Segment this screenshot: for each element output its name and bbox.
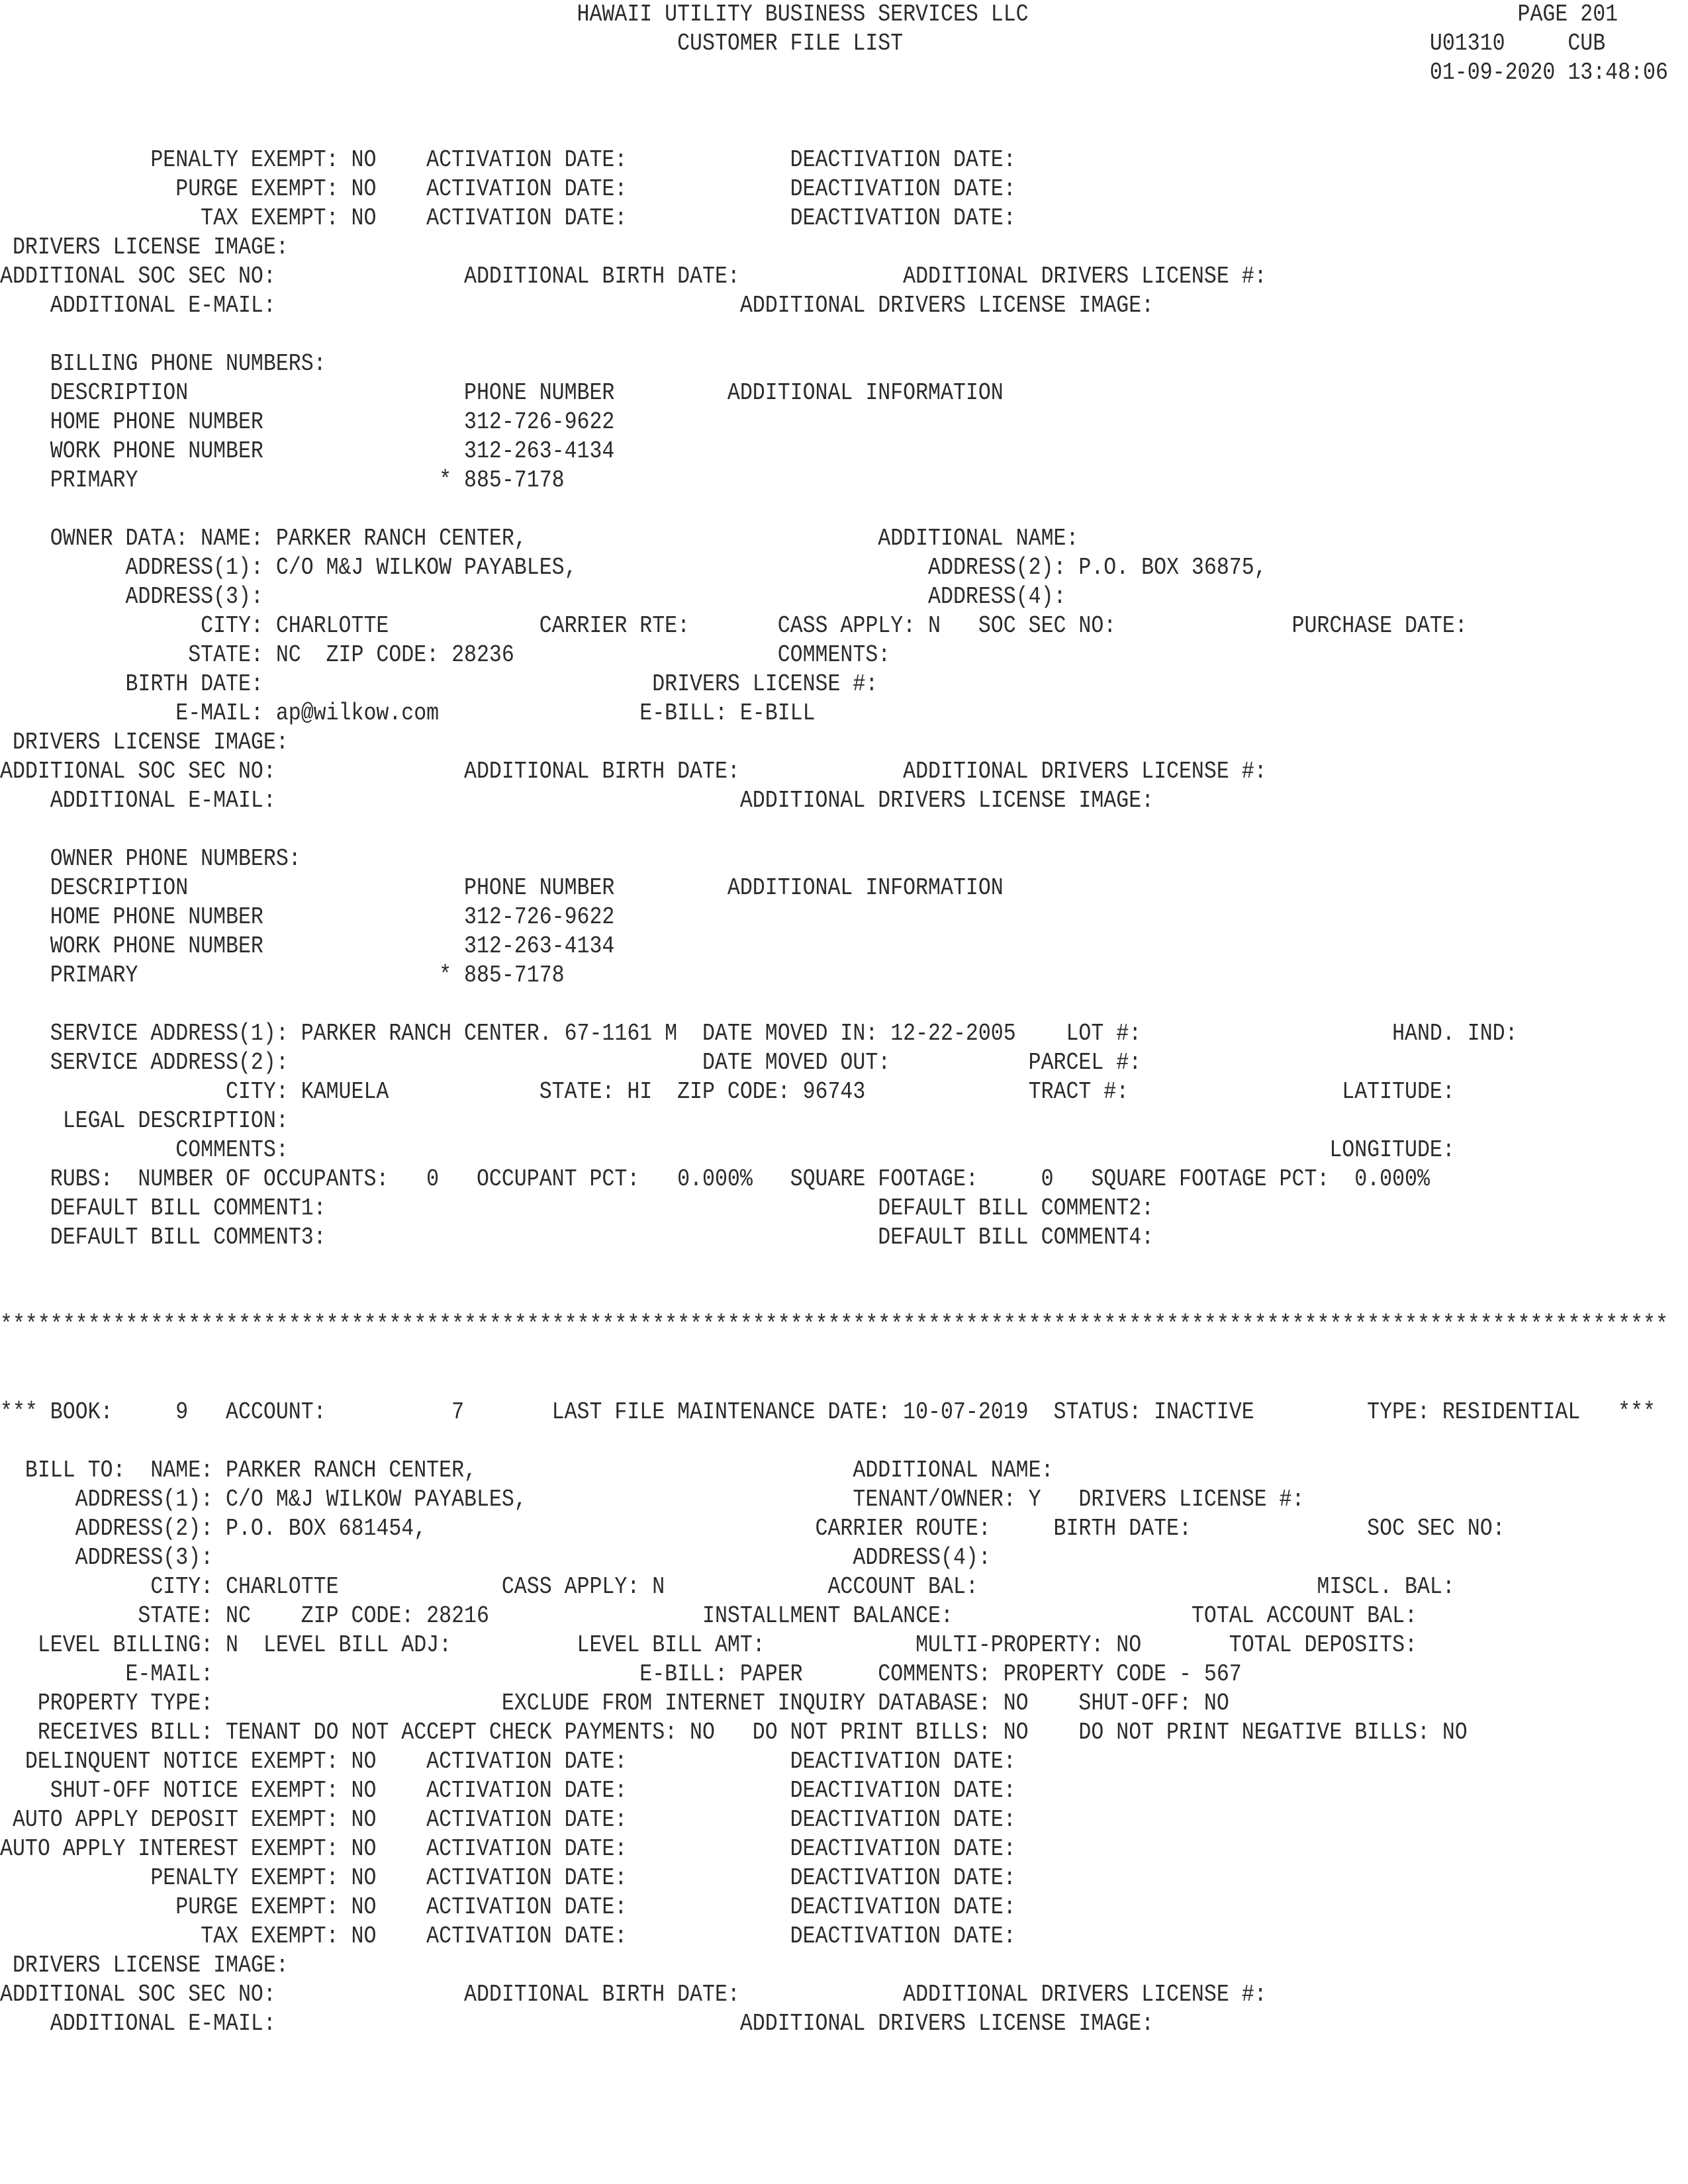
report-line: PRIMARY * 885-7178: [0, 467, 565, 494]
report-line: PURGE EXEMPT: NO ACTIVATION DATE: DEACTIVATION DATE:: [0, 175, 1016, 203]
report-line: AUTO APPLY INTEREST EXEMPT: NO ACTIVATION DATE: DEACTIVATION DATE:: [0, 1835, 1016, 1862]
report-line: *** BOOK: 9 ACCOUNT: 7 LAST FILE MAINTENANCE DATE: 10-07-2019 STATUS: INACTIVE TYPE: RESIDENTIAL ***: [0, 1398, 1656, 1426]
report-line: PENALTY EXEMPT: NO ACTIVATION DATE: DEACTIVATION DATE:: [0, 1864, 1016, 1891]
report-line: RUBS: NUMBER OF OCCUPANTS: 0 OCCUPANT PCT: 0.000% SQUARE FOOTAGE: 0 SQUARE FOOTAGE PCT: 0.000%: [0, 1165, 1430, 1193]
report-line: CITY: CHARLOTTE CASS APPLY: N ACCOUNT BAL: MISCL. BAL:: [0, 1573, 1455, 1600]
report-line: PROPERTY TYPE: EXCLUDE FROM INTERNET INQUIRY DATABASE: NO SHUT-OFF: NO: [0, 1690, 1229, 1717]
report-line: *************************************************************************************************************************************: [0, 1311, 1668, 1338]
report-line: PRIMARY * 885-7178: [0, 962, 565, 989]
report-line: ADDITIONAL SOC SEC NO: ADDITIONAL BIRTH DATE: ADDITIONAL DRIVERS LICENSE #:: [0, 758, 1267, 785]
report-line: DESCRIPTION PHONE NUMBER ADDITIONAL INFORMATION: [0, 874, 1004, 901]
report-line: DELINQUENT NOTICE EXEMPT: NO ACTIVATION DATE: DEACTIVATION DATE:: [0, 1748, 1016, 1775]
report-line: ADDRESS(1): C/O M&J WILKOW PAYABLES, TENANT/OWNER: Y DRIVERS LICENSE #:: [0, 1486, 1305, 1513]
report-line: CUSTOMER FILE LIST U01310 CUB: [0, 30, 1606, 57]
report-line: DRIVERS LICENSE IMAGE:: [0, 729, 289, 756]
report-line: DEFAULT BILL COMMENT3: DEFAULT BILL COMMENT4:: [0, 1224, 1154, 1251]
report-line: RECEIVES BILL: TENANT DO NOT ACCEPT CHECK PAYMENTS: NO DO NOT PRINT BILLS: NO DO NOT PRINT NEGATIVE BILLS: NO: [0, 1719, 1468, 1746]
report-line: LEVEL BILLING: N LEVEL BILL ADJ: LEVEL BILL AMT: MULTI-PROPERTY: NO TOTAL DEPOSITS:: [0, 1631, 1417, 1659]
report-line: ADDITIONAL E-MAIL: ADDITIONAL DRIVERS LICENSE IMAGE:: [0, 292, 1154, 319]
report-line: CITY: CHARLOTTE CARRIER RTE: CASS APPLY: N SOC SEC NO: PURCHASE DATE:: [0, 612, 1468, 639]
report-line: DRIVERS LICENSE IMAGE:: [0, 234, 289, 261]
report-line: ADDITIONAL E-MAIL: ADDITIONAL DRIVERS LICENSE IMAGE:: [0, 787, 1154, 814]
report-line: BILL TO: NAME: PARKER RANCH CENTER, ADDITIONAL NAME:: [0, 1457, 1054, 1484]
report-line: STATE: NC ZIP CODE: 28216 INSTALLMENT BALANCE: TOTAL ACCOUNT BAL:: [0, 1602, 1417, 1629]
report-line: AUTO APPLY DEPOSIT EXEMPT: NO ACTIVATION DATE: DEACTIVATION DATE:: [0, 1806, 1016, 1833]
report-line: BIRTH DATE: DRIVERS LICENSE #:: [0, 670, 878, 698]
report-line: SERVICE ADDRESS(1): PARKER RANCH CENTER. 67-1161 M DATE MOVED IN: 12-22-2005 LOT #: HAND. IND:: [0, 1020, 1518, 1047]
report-line: ADDITIONAL SOC SEC NO: ADDITIONAL BIRTH DATE: ADDITIONAL DRIVERS LICENSE #:: [0, 263, 1267, 290]
report-line: TAX EXEMPT: NO ACTIVATION DATE: DEACTIVATION DATE:: [0, 1923, 1016, 1950]
report-line: CITY: KAMUELA STATE: HI ZIP CODE: 96743 TRACT #: LATITUDE:: [0, 1078, 1455, 1105]
report-line: WORK PHONE NUMBER 312-263-4134: [0, 933, 615, 960]
report-line: ADDRESS(1): C/O M&J WILKOW PAYABLES, ADDRESS(2): P.O. BOX 36875,: [0, 554, 1267, 581]
report-line: WORK PHONE NUMBER 312-263-4134: [0, 437, 615, 465]
report-line: OWNER PHONE NUMBERS:: [0, 845, 301, 872]
report-line: ADDRESS(2): P.O. BOX 681454, CARRIER ROUTE: BIRTH DATE: SOC SEC NO:: [0, 1515, 1505, 1542]
report-line: E-MAIL: ap@wilkow.com E-BILL: E-BILL: [0, 700, 816, 727]
report-line: ADDITIONAL E-MAIL: ADDITIONAL DRIVERS LICENSE IMAGE:: [0, 2010, 1154, 2037]
report-line: TAX EXEMPT: NO ACTIVATION DATE: DEACTIVATION DATE:: [0, 205, 1016, 232]
report-line: LEGAL DESCRIPTION:: [0, 1107, 289, 1134]
report-line: ADDRESS(3): ADDRESS(4):: [0, 1544, 991, 1571]
report-line: DRIVERS LICENSE IMAGE:: [0, 1952, 289, 1979]
report-line: COMMENTS: LONGITUDE:: [0, 1136, 1455, 1163]
report-line: BILLING PHONE NUMBERS:: [0, 350, 326, 377]
report-line: HAWAII UTILITY BUSINESS SERVICES LLC PAGE 201: [0, 1, 1618, 28]
report-line: SERVICE ADDRESS(2): DATE MOVED OUT: PARCEL #:: [0, 1049, 1142, 1076]
report-line: DEFAULT BILL COMMENT1: DEFAULT BILL COMMENT2:: [0, 1195, 1154, 1222]
report-line: OWNER DATA: NAME: PARKER RANCH CENTER, ADDITIONAL NAME:: [0, 525, 1079, 552]
report-line: 01-09-2020 13:48:06: [0, 59, 1668, 86]
report-line: HOME PHONE NUMBER 312-726-9622: [0, 903, 615, 931]
report-line: ADDITIONAL SOC SEC NO: ADDITIONAL BIRTH DATE: ADDITIONAL DRIVERS LICENSE #:: [0, 1981, 1267, 2008]
report-line: HOME PHONE NUMBER 312-726-9622: [0, 408, 615, 435]
report-line: ADDRESS(3): ADDRESS(4):: [0, 583, 1066, 610]
report-line: PURGE EXEMPT: NO ACTIVATION DATE: DEACTIVATION DATE:: [0, 1893, 1016, 1921]
report-line: STATE: NC ZIP CODE: 28236 COMMENTS:: [0, 641, 891, 668]
report-line: SHUT-OFF NOTICE EXEMPT: NO ACTIVATION DATE: DEACTIVATION DATE:: [0, 1777, 1016, 1804]
report-line: E-MAIL: E-BILL: PAPER COMMENTS: PROPERTY CODE - 567: [0, 1661, 1242, 1688]
report-line: DESCRIPTION PHONE NUMBER ADDITIONAL INFORMATION: [0, 379, 1004, 406]
report-line: PENALTY EXEMPT: NO ACTIVATION DATE: DEACTIVATION DATE:: [0, 146, 1016, 173]
